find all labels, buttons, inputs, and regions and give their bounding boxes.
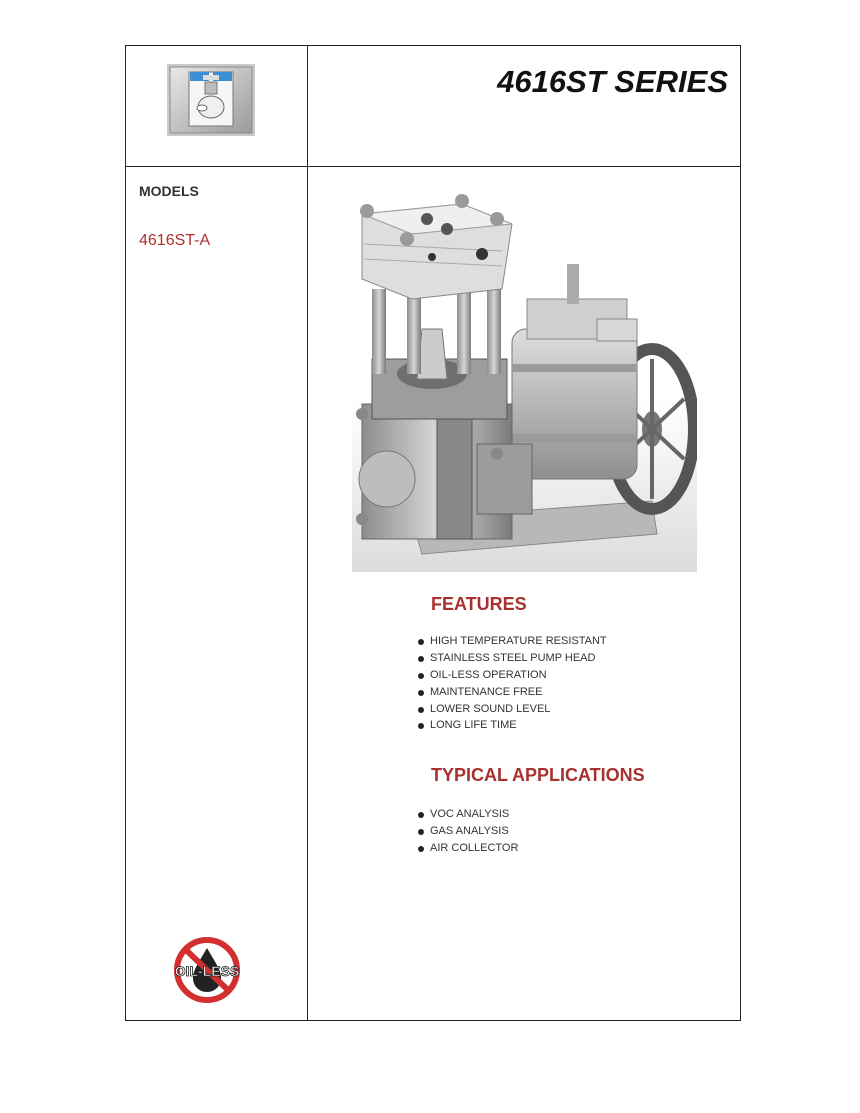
badge-text: OIL-LESS [174, 963, 240, 979]
bullet-icon [418, 639, 424, 645]
list-item: STAINLESS STEEL PUMP HEAD [418, 650, 607, 667]
models-label: MODELS [139, 183, 199, 199]
list-item: GAS ANALYSIS [418, 823, 518, 840]
model-item: 4616ST-A [139, 232, 211, 249]
list-item: LONG LIFE TIME [418, 718, 607, 733]
pump-product-image [352, 189, 697, 572]
list-item: VOC ANALYSIS [418, 806, 518, 823]
bullet-icon [418, 656, 424, 662]
applications-title: TYPICAL APPLICATIONS [431, 765, 645, 785]
pump-diagram-icon [167, 64, 255, 136]
bullet-icon [418, 707, 424, 713]
page-title: 4616ST SERIES [497, 64, 728, 99]
features-list [418, 633, 607, 733]
bullet-icon [418, 846, 424, 852]
bullet-icon [418, 723, 424, 729]
features-title: FEATURES [431, 594, 527, 614]
list-item: OIL-LESS OPERATION [418, 667, 607, 684]
bullet-icon [418, 812, 424, 818]
bullet-icon [418, 690, 424, 696]
bullet-icon [418, 829, 424, 835]
column-divider [307, 46, 308, 1020]
header-divider [126, 166, 740, 167]
applications-list [418, 806, 518, 857]
list-item: HIGH TEMPERATURE RESISTANT [418, 633, 607, 650]
list-item: LOWER SOUND LEVEL [418, 701, 607, 718]
list-item: MAINTENANCE FREE [418, 684, 607, 701]
datasheet-frame [125, 45, 741, 1021]
oil-less-badge-icon [171, 936, 243, 1004]
bullet-icon [418, 673, 424, 679]
list-item: AIR COLLECTOR [418, 840, 518, 857]
